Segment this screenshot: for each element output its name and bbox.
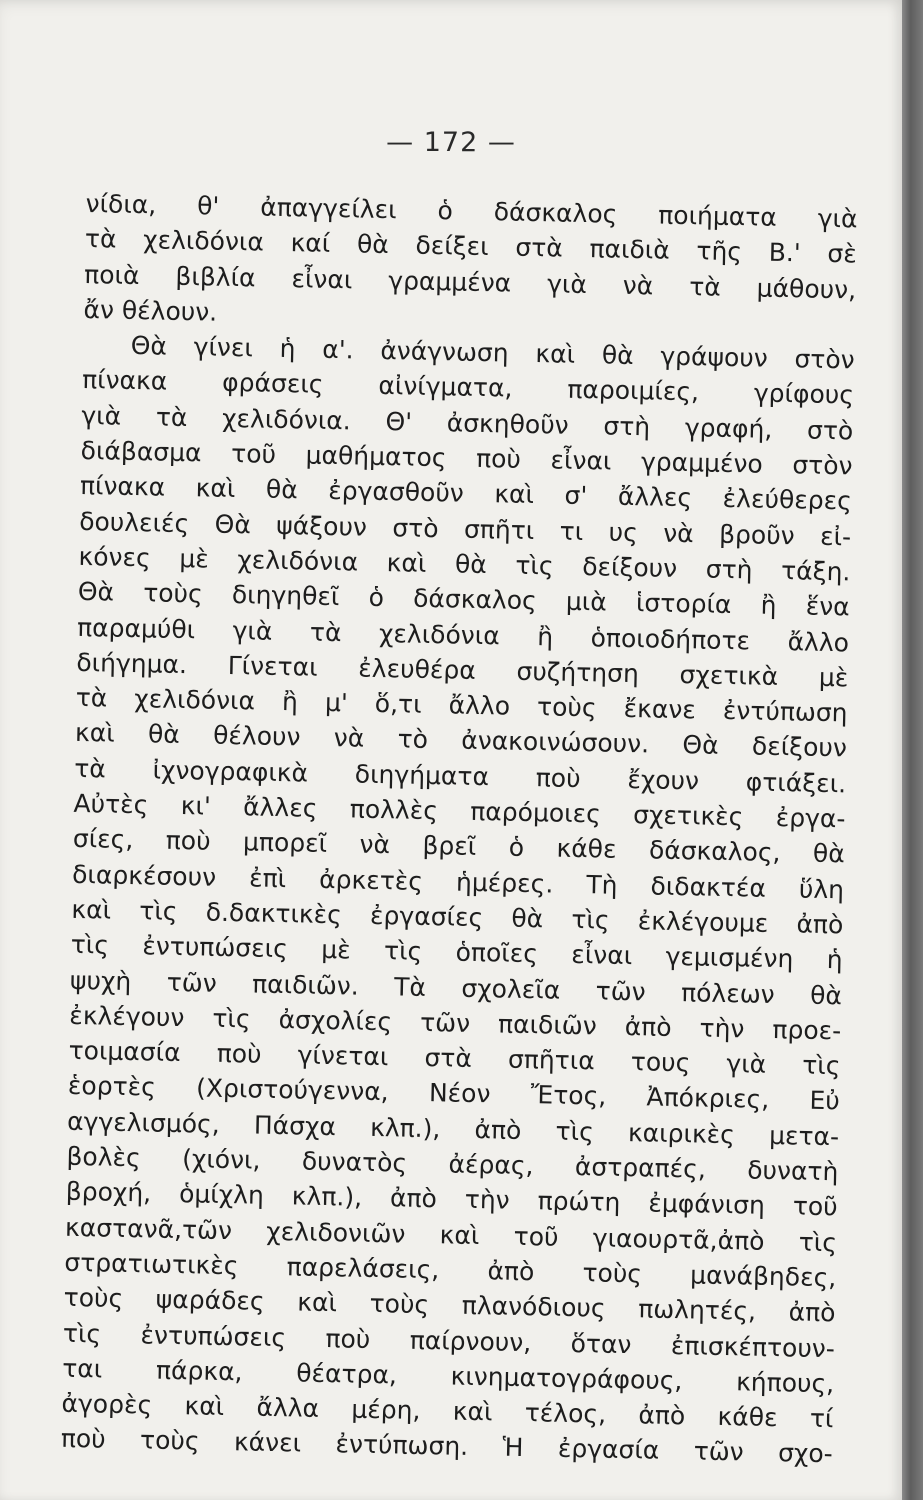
text-line: διήγημα. Γίνεται ἐλευθέρα συζήτηση σχετικὰ μὲ — [76, 647, 849, 693]
text-line: πίνακα καὶ θὰ ἐργασθοῦν καὶ σ' ἄλλες ἐλεύθερες — [79, 471, 853, 516]
text-line: δουλειές Θὰ ψάξουν στὸ σπῆτι τι υς νὰ βροῦν εἰ- — [78, 506, 852, 552]
text-line: καὶ τὶς δ.δακτικὲς ἐργασίες θὰ τὶς ἐκλέγουμε ἀπὸ — [71, 894, 844, 940]
text-line: νίδια, θ' ἀπαγγείλει ὁ δάσκαλος ποιήματα γιὰ — [85, 188, 858, 234]
text-line: γιὰ τὰ χελιδόνια. Θ' ἀσκηθοῦν στὴ γραφή, στὸ — [81, 400, 854, 446]
page-number: — 172 — — [386, 127, 516, 158]
page-edge-shadow — [902, 0, 923, 1500]
text-line: ἐκλέγουν τὶς ἀσχολίες τῶν παιδιῶν ἀπὸ τὴν προε- — [69, 1000, 842, 1046]
text-line: τὶς ἐντυπώσεις ποὺ παίρνουν, ὅταν ἐπισκέπτουν- — [62, 1318, 836, 1363]
text-line: Θὰ τοὺς διηγηθεῖ ὁ δάσκαλος μιὰ ἱστορία ἢ ἕνα — [77, 577, 850, 622]
body-text — [60, 186, 857, 1472]
text-line: καὶ θὰ θέλουν νὰ τὸ ἀνακοινώσουν. Θὰ δείξουν — [74, 718, 848, 763]
text-line: κόνες μὲ χελιδόνια καὶ θὰ τὶς δείξουν στὴ τάξη. — [78, 541, 851, 587]
text-line: Θὰ γίνει ἡ α'. ἀνάγνωση καὶ θὰ γράψουν στὸν — [130, 331, 855, 375]
text-line: τοιμασία ποὺ γίνεται στὰ σπῆτια τους γιὰ τὶς — [68, 1035, 841, 1081]
text-line: ἀγορὲς καὶ ἄλλα μέρη, καὶ τέλος, ἀπὸ κάθε τί — [61, 1388, 834, 1434]
text-line: ποιὰ βιβλία εἶναι γραμμένα γιὰ νὰ τὰ μάθουν, — [83, 259, 857, 305]
text-line: ἑορτὲς (Χριστούγεννα, Νέον Ἔτος, Ἀπόκριες, Εὐ — [67, 1071, 841, 1116]
text-line: τὰ ἰχνογραφικὰ διηγήματα ποὺ ἔχουν φτιάξει. — [74, 753, 847, 799]
text-line: Αὐτὲς κι' ἄλλες πολλὲς παρόμοιες σχετικὲς ἐργα- — [73, 788, 846, 834]
text-line: πίνακα φράσεις αἰνίγματα, παροιμίες, γρίφους — [81, 365, 855, 410]
text-line: βροχή, ὁμίχλη κλπ.), ἀπὸ τὴν πρώτη ἐμφάνιση τοῦ — [65, 1177, 838, 1222]
text-line: αγγελισμός, Πάσχα κλπ.), ἀπὸ τὶς καιρικὲς μετα- — [66, 1106, 840, 1152]
text-line: ται πάρκα, θέατρα, κινηματογράφους, κήπους, — [61, 1353, 835, 1399]
text-line: τοὺς ψαράδες καὶ τοὺς πλανόδιους πωλητές, ἀπὸ — [63, 1282, 836, 1328]
text-line: βολὲς (χιόνι, δυνατὸς ἀέρας, ἀστραπές, δυνατὴ — [66, 1141, 839, 1187]
text-line: στρατιωτικὲς παρελάσεις, ἀπὸ τοὺς μανάβηδες, — [64, 1247, 837, 1293]
text-line: τὰ χελιδόνια ἢ μ' ὅ,τι ἄλλο τοὺς ἔκανε ἐντύπωση — [75, 683, 848, 728]
text-line: διαρκέσουν ἐπὶ ἀρκετὲς ἡμέρες. Τὴ διδακτέα ὕλη — [71, 859, 845, 904]
text-line: διάβασμα τοῦ μαθήματος ποὺ εἶναι γραμμένο στὸν — [80, 436, 853, 481]
text-line: ποὺ τοὺς κάνει ἐντύπωση. Ἡ ἐργασία τῶν σχο- — [60, 1424, 833, 1469]
text-line: ψυχὴ τῶν παιδιῶν. Τὰ σχολεῖα τῶν πόλεων θὰ — [69, 965, 843, 1010]
text-line: παραμύθι γιὰ τὰ χελιδόνια ἢ ὁποιοδήποτε ἄλλο — [76, 612, 850, 657]
text-line: ἄν θέλουν. — [83, 294, 218, 327]
text-line: τὰ χελιδόνια καί θὰ δείξει στὰ παιδιὰ τῆς Β.' σὲ — [84, 224, 858, 269]
text-line: σίες, ποὺ μπορεῖ νὰ βρεῖ ὁ κάθε δάσκαλος, θὰ — [72, 824, 846, 869]
text-line: καστανᾶ,τῶν χελιδονιῶν καὶ τοῦ γιαουρτᾶ,ἀπὸ τὶς — [64, 1212, 838, 1257]
text-line: τὶς ἐντυπώσεις μὲ τὶς ὁποῖες εἶναι γεμισμένη ἡ — [70, 930, 843, 975]
